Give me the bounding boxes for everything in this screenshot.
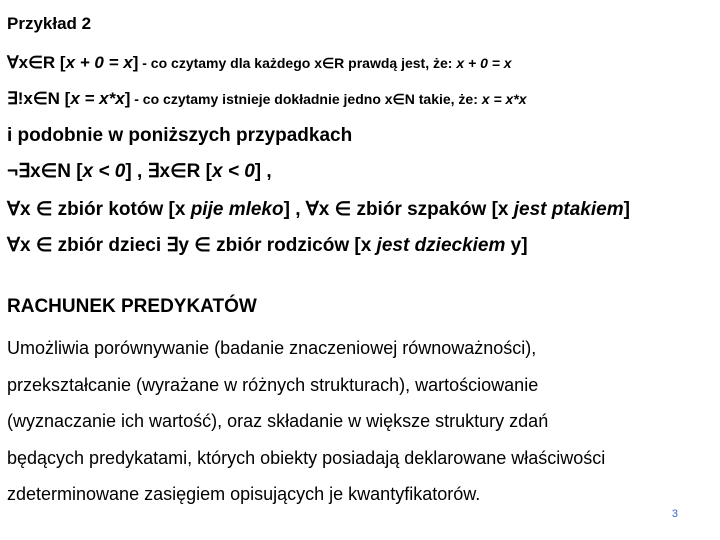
paragraph-line: będących predykatami, których obiekty posiadają deklarowane właściwości [7, 447, 606, 468]
reading-expression: x + 0 = x [456, 55, 512, 71]
formula-b-expression: x < 0 [211, 161, 255, 182]
formula-prefix: ∃!x∈N [ [7, 89, 71, 108]
formula-prefix: ∀x ∈ zbiór dzieci ∃y ∈ zbiór rodziców [x [7, 235, 377, 256]
reading-comment: - co czytamy istnieje dokładnie jedno x∈N takie, że: [130, 91, 482, 107]
example-line-1 [7, 53, 512, 73]
reading-expression: x = x*x [481, 91, 527, 107]
formula-a-expression: x < 0 [82, 161, 126, 182]
formula-b-prefix: ∃x∈R [ [147, 161, 212, 182]
example-line-4 [7, 160, 272, 183]
formula-a-prefix: ∀x ∈ zbiór kotów [x [7, 199, 191, 220]
paragraph-line: Umożliwia porównywanie (badanie znaczeniowej równoważności), [7, 338, 537, 358]
formula-b-suffix: ] [623, 199, 630, 220]
paragraph-line: (wyznaczanie ich wartość), oraz składanie w większe struktury zdań [7, 411, 549, 431]
formula-a-suffix: ] , [283, 199, 306, 220]
formula-expression: x = x*x [70, 89, 125, 108]
formula-a-expression: pije mleko [190, 199, 284, 220]
formula-b-prefix: ∀x ∈ zbiór szpaków [x [305, 199, 514, 220]
formula-a-prefix: ¬∃x∈N [ [7, 161, 83, 182]
paragraph-line: zdeterminowane zasięgiem opisujących je kwantyfikatorów. [7, 484, 481, 504]
description-paragraph [7, 330, 707, 513]
formula-prefix: ∀x∈R [ [7, 53, 66, 72]
formula-suffix: ] [124, 89, 131, 108]
slide-title: Przykład 2 [7, 14, 92, 33]
paragraph-line: przekształcanie (wyrażane w różnych strukturach), wartościowanie [7, 374, 539, 395]
formula-expression: x + 0 = x [65, 53, 133, 72]
reading-comment: - co czytamy dla każdego x∈R prawdą jest, że: [138, 55, 457, 71]
section-heading: RACHUNEK PREDYKATÓW [7, 296, 257, 317]
intro-text: i podobnie w poniższych przypadkach [7, 125, 353, 146]
example-line-2 [7, 89, 527, 109]
formula-expression: jest dzieckiem [376, 235, 506, 256]
formula-suffix: ] [132, 53, 139, 72]
formula-b-expression: jest ptakiem [513, 199, 624, 220]
formula-a-suffix: ] , [125, 161, 148, 182]
example-line-5 [7, 198, 630, 221]
formula-suffix: y] [505, 235, 528, 256]
example-line-6 [7, 234, 528, 257]
formula-b-suffix: ] , [254, 161, 272, 182]
page-number: 3 [671, 508, 678, 520]
